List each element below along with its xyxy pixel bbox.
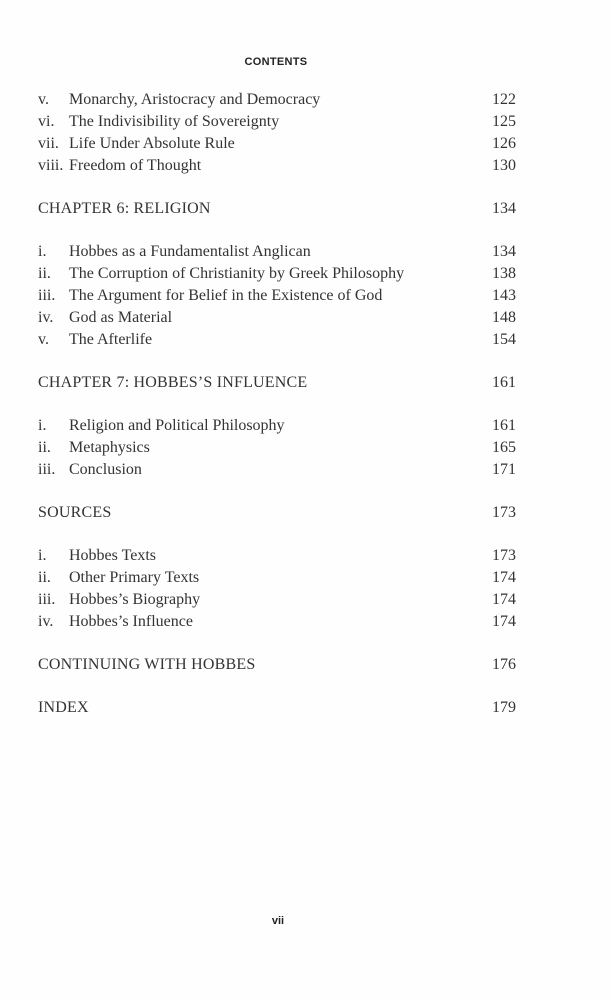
- entry-page: 173: [492, 547, 516, 564]
- running-title: CONTENTS: [244, 56, 308, 68]
- chapter-heading-religion: [38, 198, 516, 220]
- entry-number: ii.: [38, 265, 51, 282]
- page-folio: vii: [271, 915, 285, 927]
- toc-entry: [38, 307, 516, 329]
- entry-number: iii.: [38, 287, 56, 304]
- entry-page: 148: [492, 309, 516, 326]
- entry-number: iii.: [38, 591, 56, 608]
- entry-number: viii.: [38, 157, 64, 174]
- entry-number: v.: [38, 91, 49, 108]
- entry-page: 161: [492, 417, 516, 434]
- entry-title: Metaphysics: [69, 439, 150, 456]
- chapter-title: SOURCES: [38, 504, 112, 521]
- entry-page: 125: [492, 113, 516, 130]
- entry-number: i.: [38, 547, 47, 564]
- chapter-title: INDEX: [38, 699, 89, 716]
- toc-entry: [38, 155, 516, 177]
- chapter-page: 173: [492, 504, 516, 521]
- section-heading-sources: [38, 502, 516, 524]
- entry-number: vii.: [38, 135, 59, 152]
- entry-page: 174: [492, 613, 516, 630]
- entry-number: i.: [38, 417, 47, 434]
- entry-number: iii.: [38, 461, 56, 478]
- chapter-title: CONTINUING WITH HOBBES: [38, 656, 256, 673]
- entry-number: vi.: [38, 113, 55, 130]
- toc-entry: [38, 437, 516, 459]
- entry-number: v.: [38, 331, 49, 348]
- entry-page: 143: [492, 287, 516, 304]
- entry-title: Hobbes’s Influence: [69, 613, 193, 630]
- entry-number: iv.: [38, 613, 54, 630]
- entry-page: 122: [492, 91, 516, 108]
- entry-page: 171: [492, 461, 516, 478]
- entry-page: 134: [492, 243, 516, 260]
- chapter-title: CHAPTER 7: HOBBES’S INFLUENCE: [38, 374, 308, 391]
- entry-title: Life Under Absolute Rule: [69, 135, 235, 152]
- entry-title: Monarchy, Aristocracy and Democracy: [69, 91, 321, 108]
- entry-title: The Argument for Belief in the Existence of God: [69, 287, 383, 304]
- toc-entry: [38, 263, 516, 285]
- entry-page: 154: [492, 331, 516, 348]
- chapter-page: 161: [492, 374, 516, 391]
- entry-title: Other Primary Texts: [69, 569, 200, 586]
- entry-title: Conclusion: [69, 461, 142, 478]
- entry-page: 174: [492, 591, 516, 608]
- entry-title: The Indivisibility of Sovereignty: [69, 113, 280, 130]
- toc-entry: [38, 89, 516, 111]
- chapter-page: 176: [492, 656, 516, 673]
- toc-entry: [38, 329, 516, 351]
- toc-entry: [38, 415, 516, 437]
- toc-entry: [38, 111, 516, 133]
- entry-title: Religion and Political Philosophy: [69, 417, 285, 434]
- entry-number: i.: [38, 243, 47, 260]
- table-of-contents: [38, 89, 516, 719]
- toc-entry: [38, 567, 516, 589]
- section-heading-continuing: [38, 654, 516, 676]
- chapter-heading-influence: [38, 372, 516, 394]
- chapter-page: 179: [492, 699, 516, 716]
- toc-entry: [38, 589, 516, 611]
- entry-title: Hobbes Texts: [69, 547, 157, 564]
- toc-entry: [38, 285, 516, 307]
- entry-title: Hobbes’s Biography: [69, 591, 201, 608]
- toc-entry: [38, 459, 516, 481]
- toc-entry: [38, 611, 516, 633]
- entry-title: Freedom of Thought: [69, 157, 202, 174]
- entry-title: The Afterlife: [69, 331, 153, 348]
- entry-page: 130: [492, 157, 516, 174]
- entry-page: 174: [492, 569, 516, 586]
- section-heading-index: [38, 697, 516, 719]
- entry-number: ii.: [38, 569, 51, 586]
- entry-number: iv.: [38, 309, 54, 326]
- toc-entry: [38, 133, 516, 155]
- entry-number: ii.: [38, 439, 51, 456]
- entry-page: 126: [492, 135, 516, 152]
- entry-title: God as Material: [69, 309, 173, 326]
- toc-entry: [38, 241, 516, 263]
- chapter-page: 134: [492, 200, 516, 217]
- toc-entry: [38, 545, 516, 567]
- entry-page: 165: [492, 439, 516, 456]
- entry-title: Hobbes as a Fundamentalist Anglican: [69, 243, 311, 260]
- chapter-title: CHAPTER 6: RELIGION: [38, 200, 211, 217]
- entry-title: The Corruption of Christianity by Greek Philosophy: [69, 265, 405, 282]
- entry-page: 138: [492, 265, 516, 282]
